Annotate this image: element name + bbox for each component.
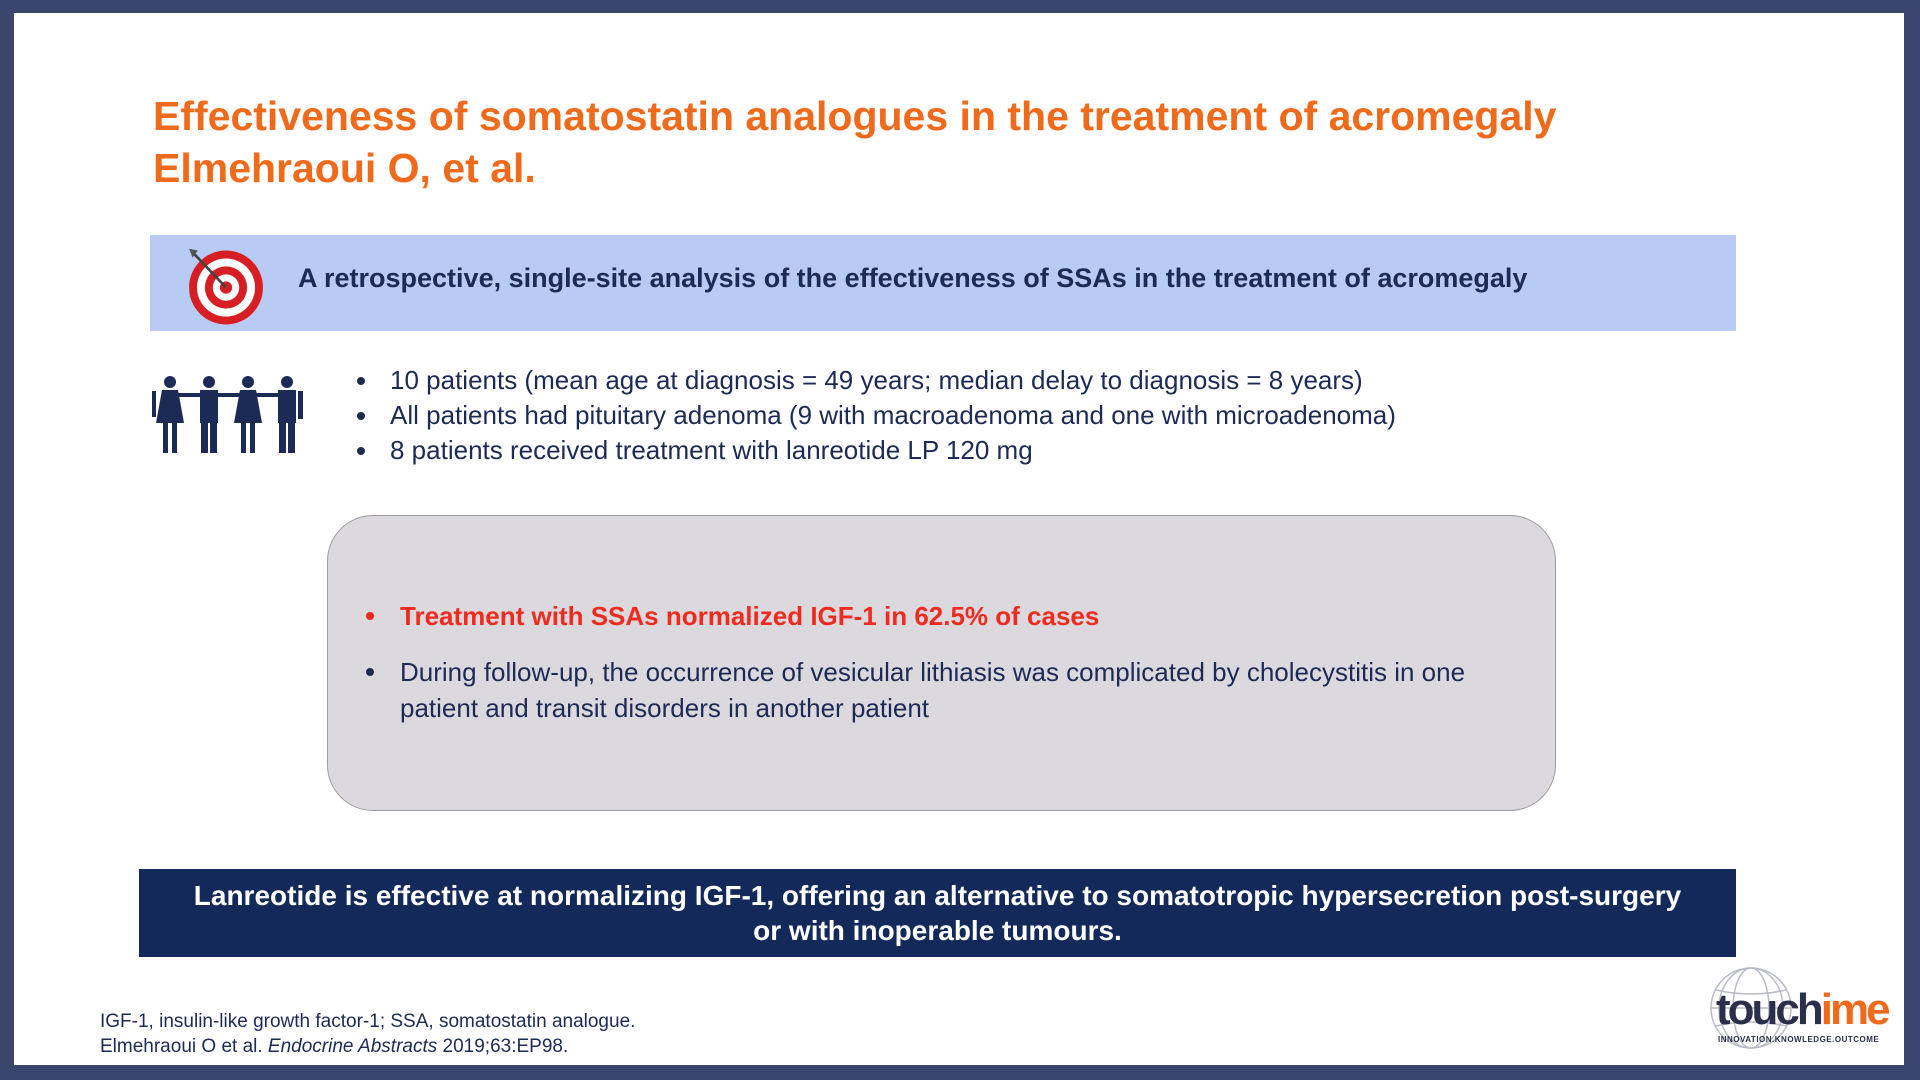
abbreviations: IGF-1, insulin-like growth factor-1; SSA, somatostatin analogue. [100,1011,636,1032]
reference-details: 2019;63:EP98. [442,1036,569,1057]
slide-subtitle: Elmehraoui O, et al. [153,145,536,191]
slide-title: Effectiveness of somatostatin analogues in the treatment of acromegaly [153,93,1557,139]
key-result: Treatment with SSAs normalized IGF-1 in 62.5% of cases [362,598,1522,634]
patient-characteristics-list [354,363,1396,468]
slide [14,13,1904,1065]
reference-journal: Endocrine Abstracts [267,1036,438,1057]
logo-tagline: INNOVATION.KNOWLEDGE.OUTCOME [1718,1035,1880,1044]
banner-text: A retrospective, single-site analysis of the effectiveness of SSAs in the treatment of acromegaly [298,263,1528,293]
list-item: 8 patients received treatment with lanreotide LP 120 mg [354,433,1396,468]
list-item: 10 patients (mean age at diagnosis = 49 years; median delay to diagnosis = 8 years) [354,363,1396,398]
reference [100,1034,635,1059]
list-item: All patients had pituitary adenoma (9 with macroadenoma and one with microadenoma) [354,398,1396,433]
conclusion-line-1: Lanreotide is effective at normalizing IGF-1, offering an alternative to somatotropic hypersecretion post-surgery [193,880,1682,911]
conclusion-line-2: or with inoperable tumours. [753,915,1122,946]
people-icon [150,375,310,455]
list-item: During follow-up, the occurrence of vesicular lithiasis was complicated by cholecystitis in one patient and transit disorders in another patient [362,654,1522,726]
touchime-logo [1706,963,1896,1055]
conclusion-banner [139,869,1736,957]
reference-authors: Elmehraoui O et al. [100,1036,263,1057]
results-box [327,515,1556,811]
footnote [100,1009,635,1059]
results-list [362,598,1522,746]
logo-wordmark: touchime [1716,985,1888,1034]
target-icon [182,240,270,328]
study-design-banner [150,235,1736,331]
